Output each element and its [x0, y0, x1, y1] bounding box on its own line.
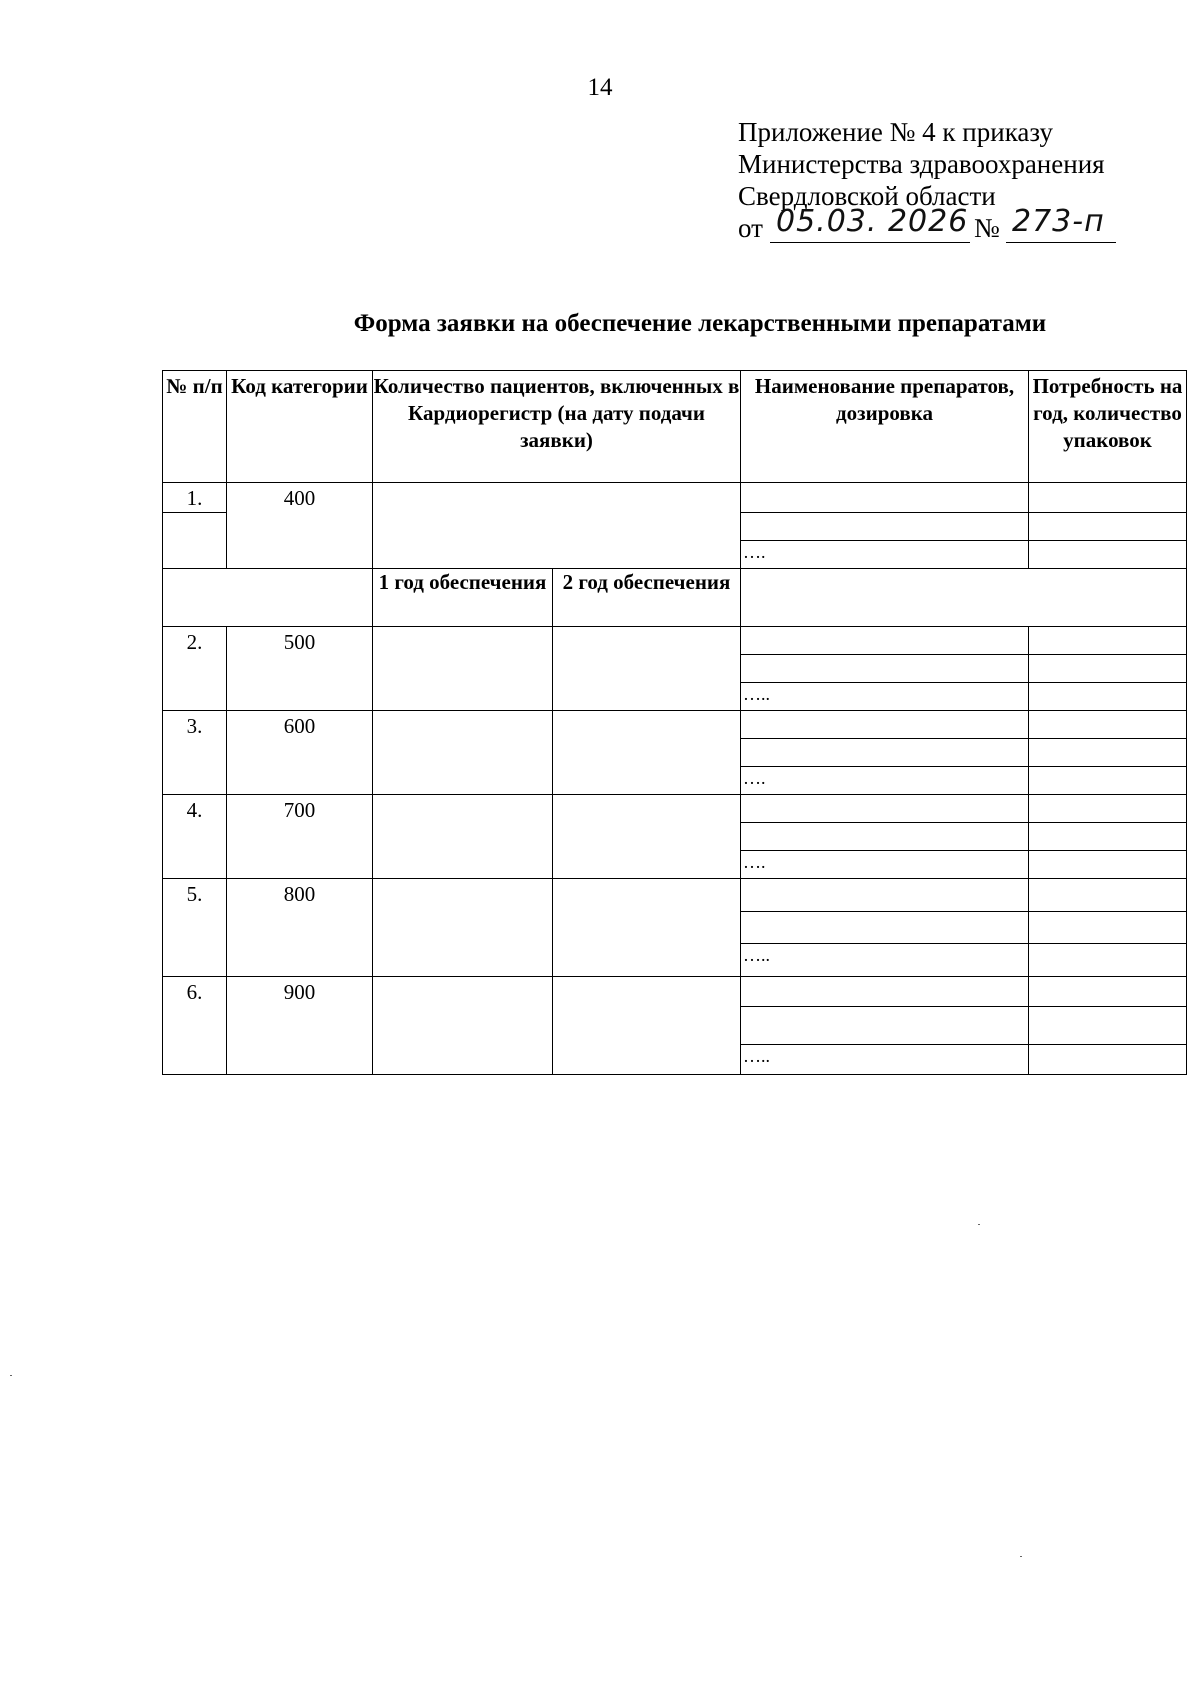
year1-cell[interactable]	[373, 711, 553, 795]
need-cell[interactable]	[1029, 911, 1187, 944]
sub-header-year2: 2 год обеспечения	[553, 569, 741, 627]
year2-cell[interactable]	[553, 795, 741, 879]
patients-cell[interactable]	[373, 483, 741, 569]
need-cell[interactable]	[1029, 739, 1187, 767]
scan-speck	[10, 1375, 12, 1376]
drug-cell[interactable]	[741, 513, 1029, 541]
ellipsis: ….	[743, 852, 766, 872]
row-code: 500	[227, 627, 373, 711]
table-row	[163, 483, 1187, 513]
ellipsis: …..	[743, 945, 771, 966]
number-blank-line	[1006, 204, 1116, 243]
row-num: 2.	[163, 627, 227, 711]
sub-header-row	[163, 569, 1187, 627]
appendix-line-3: Свердловской области	[738, 181, 996, 211]
drug-cell[interactable]	[741, 795, 1029, 823]
year1-cell[interactable]	[373, 977, 553, 1075]
request-form-table	[162, 370, 1187, 1075]
table-row	[163, 879, 1187, 912]
drug-cell[interactable]	[741, 483, 1029, 513]
ellipsis: ….	[743, 542, 766, 562]
ellipsis: …..	[743, 684, 771, 704]
need-cell[interactable]	[1029, 944, 1187, 977]
table-row	[163, 977, 1187, 1007]
year2-cell[interactable]	[553, 711, 741, 795]
need-cell[interactable]	[1029, 823, 1187, 851]
scan-speck	[978, 1224, 980, 1225]
year1-cell[interactable]	[373, 879, 553, 977]
drug-cell[interactable]	[741, 823, 1029, 851]
handwritten-number: 273-п	[1012, 204, 1105, 239]
date-blank-line	[770, 204, 970, 243]
drug-cell[interactable]	[741, 627, 1029, 655]
year1-cell[interactable]	[373, 627, 553, 711]
year2-cell[interactable]	[553, 879, 741, 977]
table-row	[163, 711, 1187, 739]
drug-cell[interactable]	[741, 879, 1029, 912]
row-code: 900	[227, 977, 373, 1075]
appendix-line-2: Министерства здравоохранения	[738, 149, 1105, 179]
order-date-number-row	[738, 204, 1105, 246]
drug-cell[interactable]	[741, 977, 1029, 1007]
drug-cell[interactable]	[741, 655, 1029, 683]
row-num-spacer	[163, 513, 227, 569]
need-cell[interactable]	[1029, 711, 1187, 739]
drug-cell[interactable]	[741, 739, 1029, 767]
row-code: 400	[227, 483, 373, 569]
sub-header-blank	[163, 569, 373, 627]
appendix-block	[738, 116, 1105, 246]
need-cell[interactable]	[1029, 1006, 1187, 1045]
need-cell[interactable]	[1029, 513, 1187, 541]
drug-cell[interactable]	[741, 851, 1029, 879]
need-cell[interactable]	[1029, 767, 1187, 795]
drug-cell[interactable]	[741, 1045, 1029, 1075]
year2-cell[interactable]	[553, 627, 741, 711]
need-cell[interactable]	[1029, 541, 1187, 569]
need-cell[interactable]	[1029, 879, 1187, 912]
need-cell[interactable]	[1029, 627, 1187, 655]
row-num: 4.	[163, 795, 227, 879]
sub-header-year1: 1 год обеспечения	[373, 569, 553, 627]
need-cell[interactable]	[1029, 655, 1187, 683]
header-row	[163, 371, 1187, 483]
form-title: Форма заявки на обеспечение лекарственными препаратами	[353, 310, 1047, 337]
header-patients: Количество пациентов, включенных в Кардиорегистр (на дату подачи заявки)	[373, 371, 741, 483]
from-label: от	[738, 213, 763, 243]
table-row	[163, 795, 1187, 823]
drug-cell[interactable]	[741, 911, 1029, 944]
appendix-line-1: Приложение № 4 к приказу	[738, 117, 1053, 147]
drug-cell[interactable]	[741, 711, 1029, 739]
need-cell[interactable]	[1029, 851, 1187, 879]
drug-cell[interactable]	[741, 1006, 1029, 1045]
row-code: 700	[227, 795, 373, 879]
table-row	[163, 627, 1187, 655]
need-cell[interactable]	[1029, 977, 1187, 1007]
year2-cell[interactable]	[553, 977, 741, 1075]
drug-cell[interactable]	[741, 944, 1029, 977]
ellipsis: …..	[743, 1046, 771, 1067]
drug-cell[interactable]	[741, 541, 1029, 569]
year1-cell[interactable]	[373, 795, 553, 879]
row-num: 1.	[163, 483, 227, 513]
need-cell[interactable]	[1029, 683, 1187, 711]
row-num: 3.	[163, 711, 227, 795]
scan-speck	[1020, 1556, 1022, 1557]
drug-cell[interactable]	[741, 767, 1029, 795]
need-cell[interactable]	[1029, 1045, 1187, 1075]
header-need: Потребность на год, количество упаковок	[1029, 371, 1187, 483]
drug-cell[interactable]	[741, 683, 1029, 711]
header-num: № п/п	[163, 371, 227, 483]
ellipsis: ….	[743, 768, 766, 788]
page-number: 14	[587, 74, 613, 101]
number-label: №	[974, 213, 1000, 243]
need-cell[interactable]	[1029, 795, 1187, 823]
handwritten-date: 05.03. 2026	[776, 204, 969, 239]
row-code: 800	[227, 879, 373, 977]
row-num: 5.	[163, 879, 227, 977]
sub-header-empty	[741, 569, 1187, 627]
row-code: 600	[227, 711, 373, 795]
header-code: Код категории	[227, 371, 373, 483]
row-num: 6.	[163, 977, 227, 1075]
header-drugs: Наименование препаратов, дозировка	[741, 371, 1029, 483]
need-cell[interactable]	[1029, 483, 1187, 513]
